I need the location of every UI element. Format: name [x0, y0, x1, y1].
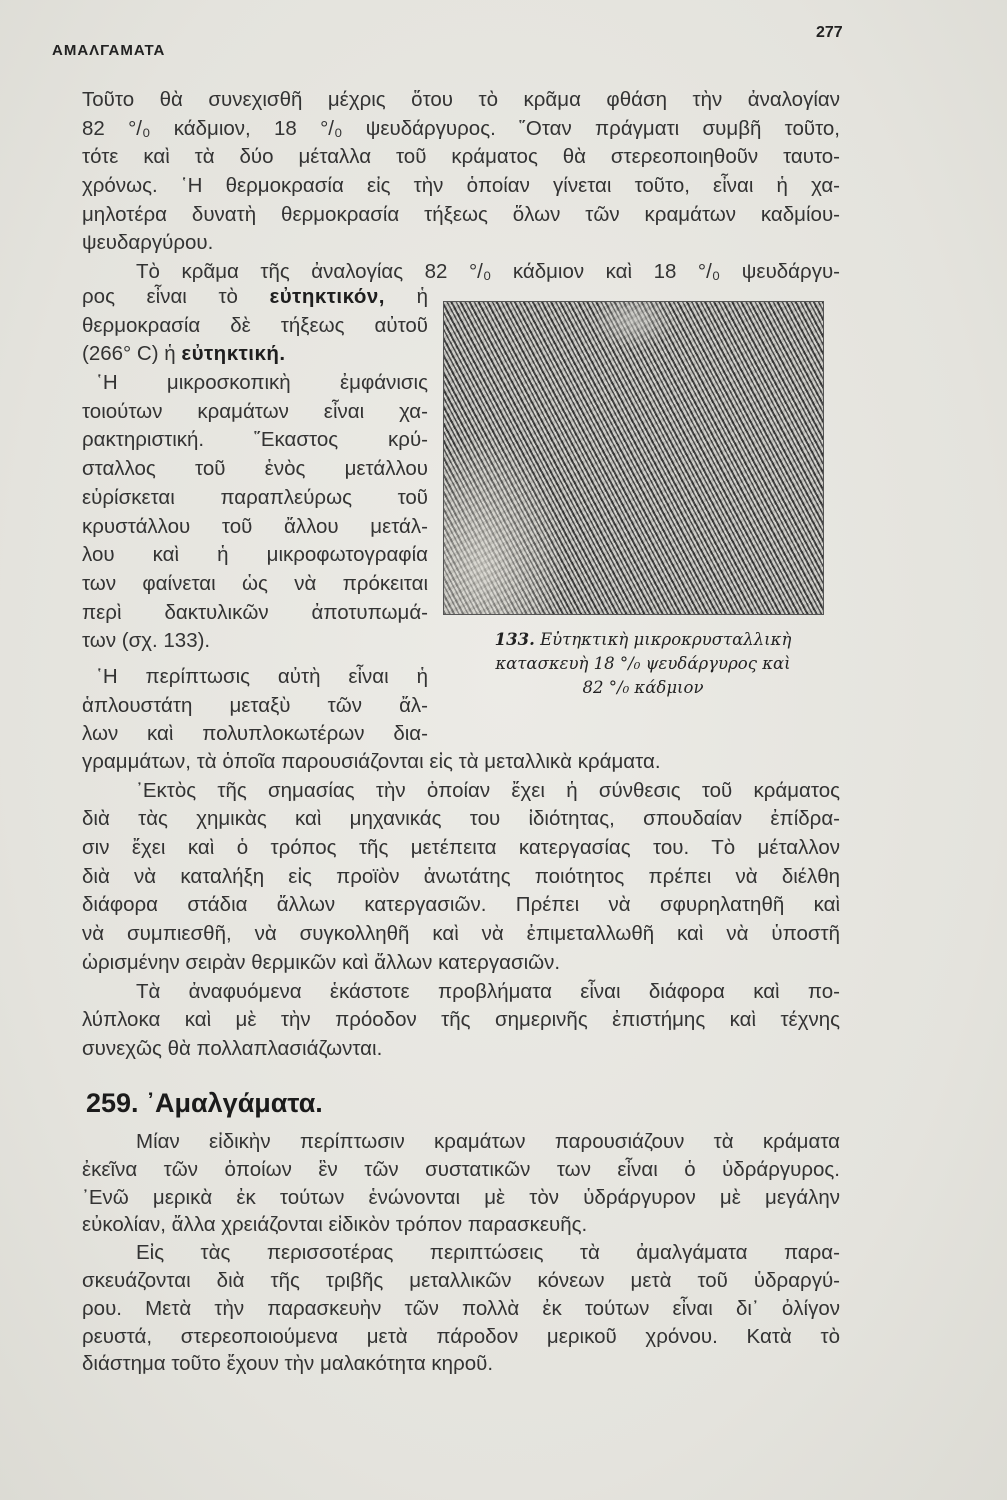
- text-line: ρευστά, στερεοποιούμενα μετὰ πάροδον μερικοῦ χρόνου. Κατὰ τὸ: [82, 1324, 840, 1348]
- caption-text: Εὐτηκτικὴ μικροκρυσταλλικὴ: [540, 630, 792, 649]
- text-line: Εἰς τὰς περισσοτέρας περιπτώσεις τὰ ἀμαλγάματα παρα-: [136, 1241, 840, 1265]
- text-line: ὡρισμένην σειρὰν θερμικῶν καὶ ἄλλων κατεργασιῶν.: [82, 950, 561, 974]
- text-line: σκευάζονται διὰ τῆς τριβῆς μεταλλικῶν κόνεων μετὰ τοῦ ὑδραργύ-: [82, 1268, 840, 1292]
- text-block-middle: [82, 748, 840, 1064]
- text-line: εὑρίσκεται παραπλεύρως τοῦ: [82, 485, 428, 509]
- text-line: διάστημα τοῦτο ἔχουν τὴν μαλακότητα κηροῦ.: [82, 1352, 494, 1376]
- text-segment: ρος εἶναι τὸ: [82, 285, 270, 308]
- text-line: λων καὶ πολυπλοκωτέρων δια-: [82, 722, 428, 746]
- text-line: διὰ τὰς χημικὰς καὶ μηχανικάς του ἰδιότητας, σπουδαίαν ἐπίδρα-: [82, 807, 840, 831]
- caption-line: [448, 628, 838, 652]
- caption-line: 82 °/₀ κάδμιον: [582, 678, 704, 697]
- text-line: περὶ δακτυλικῶν ἀποτυπωμά-: [82, 600, 428, 624]
- text-line: γραμμάτων, τὰ ὁποῖα παρουσιάζονται εἰς τὰ μεταλλικὰ κράματα.: [82, 750, 661, 773]
- text-line: ᾿Ενῶ μερικὰ ἐκ τούτων ἑνώνονται μὲ τὸν ὑδράργυρον μὲ μεγάλην: [82, 1185, 840, 1209]
- figure-133-micrograph: [443, 301, 824, 615]
- text-line: ρου. Μετὰ τὴν παρασκευὴν τῶν πολλὰ ἐκ τούτων εἶναι δι᾿ ὀλίγον: [82, 1296, 840, 1320]
- text-line: λύπλοκα καὶ μὲ τὴν πρόοδον τῆς σημερινῆς ἐπιστήμης καὶ τέχνης: [82, 1008, 840, 1032]
- page-number: 277: [816, 24, 843, 41]
- bold-term: εὐτηκτική.: [181, 342, 286, 366]
- text-line: Τὸ κρᾶμα τῆς ἀναλογίας 82 °/₀ κάδμιον καὶ 18 °/₀ ψευδάργυ-: [136, 260, 840, 284]
- text-line: λου καὶ ἡ μικροφωτογραφία: [82, 543, 428, 567]
- figure-number: 133.: [494, 630, 535, 649]
- text-line: συνεχῶς θὰ πολλαπλασιάζωνται.: [82, 1036, 383, 1060]
- text-line: θερμοκρασία δὲ τήξεως αὐτοῦ: [82, 313, 428, 337]
- text-line: Μίαν εἰδικὴν περίπτωσιν κραμάτων παρουσιάζουν τὰ κράματα: [136, 1130, 840, 1153]
- text-line: ᾿Εκτὸς τῆς σημασίας τὴν ὁποίαν ἔχει ἡ σύνθεσις τοῦ κράματος: [136, 778, 840, 802]
- text-line: σιν ἔχει καὶ ὁ τρόπος τῆς μετέπειτα κατεργασίας του. Τὸ μέταλλον: [82, 836, 840, 860]
- text-line: [82, 340, 428, 369]
- micrograph-texture: [444, 302, 823, 614]
- text-line: διάφορα στάδια ἄλλων κατεργασιῶν. Πρέπει νὰ σφυρηλατηθῆ καὶ: [82, 893, 840, 917]
- text-line: κρυστάλλου τοῦ ἄλλου μετάλ-: [82, 514, 428, 538]
- text-line: χρόνως. ῾Η θερμοκρασία εἰς τὴν ὁποίαν γίνεται τοῦτο, εἶναι ἡ χα-: [82, 174, 840, 198]
- text-column-beside-figure: [82, 283, 428, 749]
- figure-caption: [448, 628, 838, 700]
- caption-line: κατασκευὴ 18 °/₀ ψευδάργυρος καὶ: [495, 654, 791, 673]
- bold-term: εὐτηκτικόν,: [269, 285, 385, 308]
- text-block-top: [82, 86, 840, 287]
- text-line: μηλοτέρα δυνατὴ θερμοκρασία τήξεως ὅλων τῶν κραμάτων καδμίου-: [82, 202, 840, 226]
- text-line: ψευδαργύρου.: [82, 231, 214, 255]
- text-line: ἁπλουστάτη μεταξὺ τῶν ἄλ-: [82, 693, 428, 717]
- text-block-bottom: [82, 1128, 840, 1378]
- text-line: εὐκολίαν, ἄλλα χρειάζονται εἰδικὸν τρόπον παρασκευῆς.: [82, 1213, 588, 1237]
- section-heading: 259. ᾿Αμαλγάματα.: [86, 1088, 323, 1118]
- text-line: Τὰ ἀναφυόμενα ἑκάστοτε προβλήματα εἶναι διάφορα καὶ πο-: [136, 979, 840, 1003]
- text-line: νὰ συμπιεσθῆ, νὰ συγκολληθῆ καὶ νὰ ἐπιμεταλλωθῆ καὶ νὰ ὑποστῆ: [82, 922, 840, 946]
- text-line: σταλλος τοῦ ἑνὸς μετάλλου: [82, 457, 428, 481]
- text-line: τοιούτων κραμάτων εἶναι χα-: [82, 399, 428, 423]
- text-line: 82 °/₀ κάδμιον, 18 °/₀ ψευδάργυρος. ῞Οταν πράγματι συμβῆ τοῦτο,: [82, 116, 840, 140]
- text-line: διὰ νὰ καταλήξη εἰς προϊὸν ἀνωτάτης ποιότητος πρέπει νὰ διέλθη: [82, 864, 840, 888]
- text-line: των φαίνεται ὡς νὰ πρόκειται: [82, 571, 428, 595]
- running-head: ΑΜΑΛΓΑΜΑΤΑ: [52, 42, 166, 59]
- text-line: [82, 283, 428, 312]
- text-line: ῾Η μικροσκοπικὴ ἐμφάνισις: [96, 371, 428, 395]
- text-line: ἐκεῖνα τῶν ὁποίων ἓν τῶν συστατικῶν των εἶναι ὁ ὑδράργυρος.: [82, 1157, 840, 1181]
- text-line: των (σχ. 133).: [82, 629, 211, 653]
- text-segment: ἡ: [385, 285, 428, 308]
- text-segment: (266° C) ἡ: [82, 342, 182, 366]
- text-line: ῾Η περίπτωσις αὐτὴ εἶναι ἡ: [96, 664, 428, 688]
- text-line: τότε καὶ τὰ δύο μέταλλα τοῦ κράματος θὰ στερεοποιηθοῦν ταυτο-: [82, 145, 840, 169]
- text-line: Τοῦτο θὰ συνεχισθῆ μέχρις ὅτου τὸ κρᾶμα φθάση τὴν ἀναλογίαν: [82, 88, 840, 111]
- text-line: ρακτηριστική. ῞Εκαστος κρύ-: [82, 428, 428, 452]
